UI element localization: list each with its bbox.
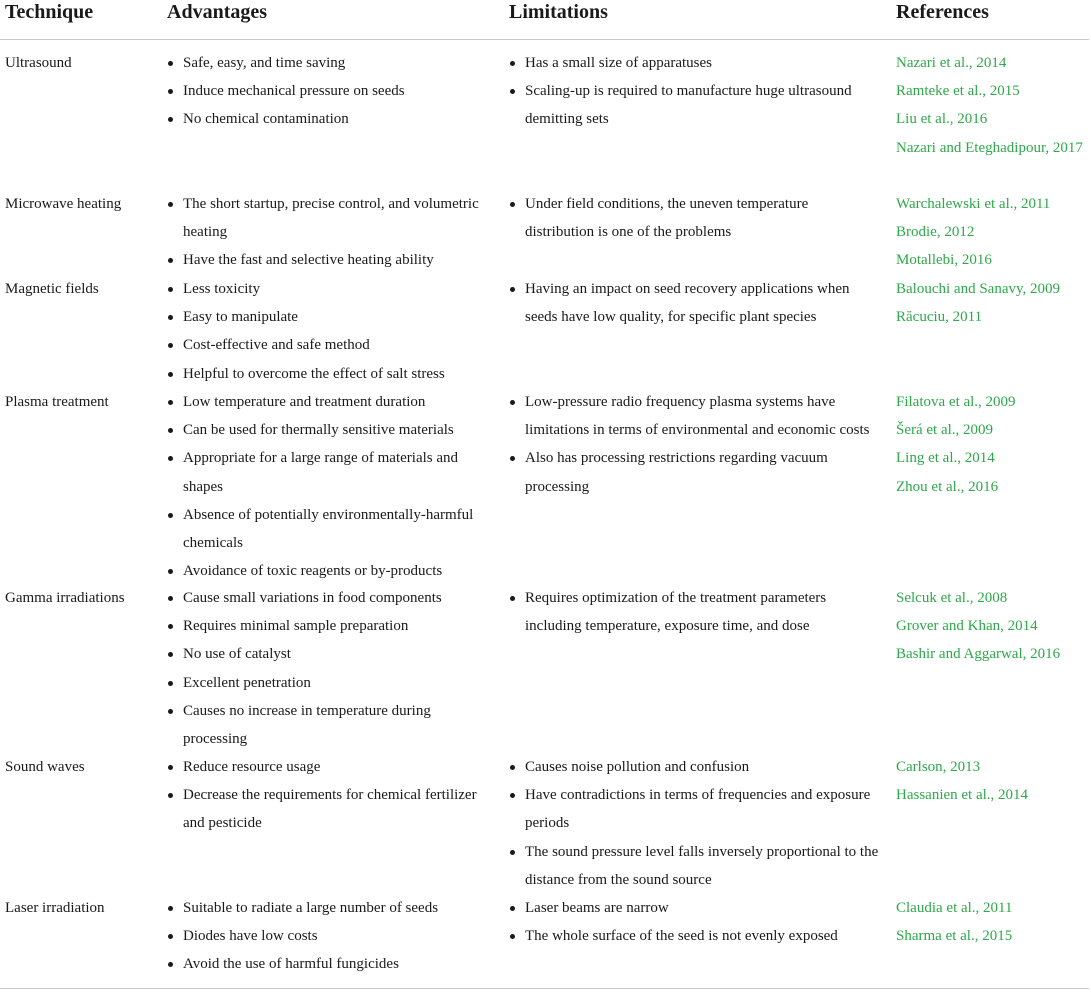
advantage-item: No use of catalyst [167, 640, 485, 668]
advantage-item: Helpful to overcome the effect of salt stress [167, 360, 485, 388]
limitation-item: The whole surface of the seed is not evenly exposed [509, 922, 879, 950]
bottom-rule [0, 988, 1089, 989]
technique-cell: Sound waves [5, 759, 85, 775]
limitation-item: Under field conditions, the uneven temperature distribution is one of the problems [509, 190, 879, 246]
advantage-item: Safe, easy, and time saving [167, 49, 485, 77]
limitations-list [509, 388, 879, 501]
limitation-item: Requires optimization of the treatment parameters including temperature, exposure time, and dose [509, 584, 879, 640]
reference-link[interactable]: Ling et al., 2014 [896, 450, 995, 467]
references-list [896, 584, 1086, 669]
advantage-item: Causes no increase in temperature during processing [167, 697, 485, 753]
limitation-item: The sound pressure level falls inversely proportional to the distance from the sound source [509, 838, 879, 894]
limitations-list [509, 584, 879, 640]
limitations-list [509, 190, 879, 246]
limitation-item: Causes noise pollution and confusion [509, 753, 879, 781]
reference-link[interactable]: Selcuk et al., 2008 [896, 590, 1008, 606]
reference-link[interactable]: Nazari and Eteghadipour, 2017 [896, 139, 1083, 156]
advantages-list [167, 190, 485, 275]
advantage-item: Diodes have low costs [167, 922, 485, 950]
limitations-list [509, 753, 879, 894]
references-list [896, 49, 1086, 162]
limitation-item: Scaling-up is required to manufacture huge ultrasound demitting sets [509, 77, 879, 133]
header-technique: Technique [5, 1, 94, 23]
header-references: References [896, 1, 989, 23]
reference-link[interactable]: Motallebi, 2016 [896, 252, 992, 269]
reference-link[interactable]: Zhou et al., 2016 [896, 478, 999, 495]
advantage-item: Avoidance of toxic reagents or by-products [167, 557, 485, 585]
reference-link[interactable]: Brodie, 2012 [896, 224, 975, 241]
references-list [896, 894, 1086, 950]
advantage-item: Have the fast and selective heating ability [167, 246, 485, 274]
limitations-list [509, 275, 879, 331]
technique-cell: Gamma irradiations [5, 590, 125, 606]
advantages-list [167, 584, 485, 753]
technique-cell: Ultrasound [5, 55, 72, 71]
references-list [896, 388, 1086, 501]
reference-link[interactable]: Claudia et al., 2011 [896, 900, 1013, 916]
limitation-item: Having an impact on seed recovery applications when seeds have low quality, for specific plant species [509, 275, 879, 331]
advantages-list [167, 894, 485, 979]
advantage-item: Appropriate for a large range of materials and shapes [167, 444, 485, 500]
technique-cell: Microwave heating [5, 196, 122, 212]
advantage-item: Easy to manipulate [167, 303, 485, 331]
advantage-item: Avoid the use of harmful fungicides [167, 950, 485, 978]
reference-link[interactable]: Balouchi and Sanavy, 2009 [896, 281, 1060, 297]
limitation-item: Laser beams are narrow [509, 894, 879, 922]
reference-link[interactable]: Nazari et al., 2014 [896, 55, 1007, 71]
reference-link[interactable]: Warchalewski et al., 2011 [896, 196, 1051, 212]
reference-link[interactable]: Liu et al., 2016 [896, 111, 988, 128]
advantage-item: Excellent penetration [167, 669, 485, 697]
reference-link[interactable]: Carlson, 2013 [896, 759, 981, 775]
limitation-item: Low-pressure radio frequency plasma systems have limitations in terms of environmental and economic costs [509, 388, 879, 444]
advantages-list [167, 388, 485, 585]
limitations-list [509, 49, 879, 134]
technique-cell: Magnetic fields [5, 281, 99, 297]
advantage-item: Low temperature and treatment duration [167, 388, 485, 416]
limitation-item: Also has processing restrictions regarding vacuum processing [509, 444, 879, 500]
reference-link[interactable]: Hassanien et al., 2014 [896, 787, 1029, 804]
reference-link[interactable]: Ramteke et al., 2015 [896, 83, 1020, 100]
references-list [896, 753, 1086, 809]
advantage-item: Decrease the requirements for chemical fertilizer and pesticide [167, 781, 485, 837]
advantage-item: The short startup, precise control, and volumetric heating [167, 190, 485, 246]
reference-link[interactable]: Grover and Khan, 2014 [896, 618, 1038, 635]
advantages-list [167, 753, 485, 838]
advantage-item: No chemical contamination [167, 105, 485, 133]
technique-cell: Laser irradiation [5, 900, 105, 916]
references-list [896, 275, 1086, 331]
reference-link[interactable]: Bashir and Aggarwal, 2016 [896, 646, 1061, 663]
advantage-item: Suitable to radiate a large number of seeds [167, 894, 485, 922]
references-list [896, 190, 1086, 275]
limitation-item: Have contradictions in terms of frequencies and exposure periods [509, 781, 879, 837]
advantage-item: Cause small variations in food components [167, 584, 485, 612]
reference-link[interactable]: Sharma et al., 2015 [896, 928, 1013, 945]
advantage-item: Requires minimal sample preparation [167, 612, 485, 640]
header-limitations: Limitations [509, 1, 608, 23]
limitations-list [509, 894, 879, 950]
advantages-list [167, 49, 485, 134]
technique-cell: Plasma treatment [5, 394, 109, 410]
advantage-item: Reduce resource usage [167, 753, 485, 781]
header-rule [0, 39, 1089, 40]
advantage-item: Can be used for thermally sensitive materials [167, 416, 485, 444]
header-advantages: Advantages [167, 1, 268, 23]
advantage-item: Absence of potentially environmentally-harmful chemicals [167, 501, 485, 557]
reference-link[interactable]: Filatova et al., 2009 [896, 394, 1016, 410]
advantage-item: Cost-effective and safe method [167, 331, 485, 359]
advantages-list [167, 275, 485, 388]
reference-link[interactable]: Šerá et al., 2009 [896, 422, 994, 439]
limitation-item: Has a small size of apparatuses [509, 49, 879, 77]
advantage-item: Induce mechanical pressure on seeds [167, 77, 485, 105]
reference-link[interactable]: Răcuciu, 2011 [896, 309, 983, 326]
advantage-item: Less toxicity [167, 275, 485, 303]
